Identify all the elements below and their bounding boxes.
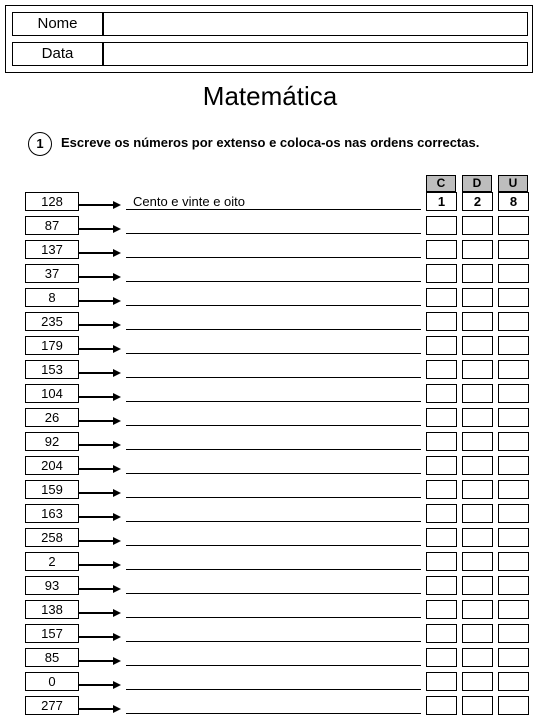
number-box: 0 <box>25 672 79 691</box>
units-cell[interactable] <box>498 696 529 715</box>
arrow-right-icon <box>79 509 121 519</box>
units-cell[interactable] <box>498 624 529 643</box>
number-box: 92 <box>25 432 79 451</box>
hundreds-cell[interactable] <box>426 384 457 403</box>
hundreds-cell[interactable]: 1 <box>426 192 457 211</box>
tens-cell[interactable] <box>462 624 493 643</box>
words-answer-line[interactable] <box>126 641 421 642</box>
arrow-right-icon <box>79 437 121 447</box>
hundreds-cell[interactable] <box>426 360 457 379</box>
number-box: 159 <box>25 480 79 499</box>
arrow-right-icon <box>79 557 121 567</box>
units-cell[interactable] <box>498 456 529 475</box>
student-info-header <box>5 5 533 73</box>
hundreds-cell[interactable] <box>426 672 457 691</box>
tens-cell[interactable] <box>462 432 493 451</box>
words-answer-line[interactable] <box>126 401 421 402</box>
tens-cell[interactable] <box>462 528 493 547</box>
column-header-tens: D <box>462 175 492 192</box>
arrow-right-icon <box>79 413 121 423</box>
units-cell[interactable] <box>498 336 529 355</box>
tens-cell[interactable] <box>462 408 493 427</box>
hundreds-cell[interactable] <box>426 552 457 571</box>
words-answer-line[interactable] <box>126 329 421 330</box>
hundreds-cell[interactable] <box>426 240 457 259</box>
words-answer-line[interactable] <box>126 593 421 594</box>
tens-cell[interactable] <box>462 456 493 475</box>
number-box: 153 <box>25 360 79 379</box>
arrow-right-icon <box>79 533 121 543</box>
tens-cell[interactable] <box>462 336 493 355</box>
number-box: 26 <box>25 408 79 427</box>
number-box: 138 <box>25 600 79 619</box>
number-box: 37 <box>25 264 79 283</box>
units-cell[interactable] <box>498 288 529 307</box>
words-answer-line[interactable] <box>126 377 421 378</box>
words-answer-line[interactable] <box>126 665 421 666</box>
words-answer-line[interactable] <box>126 305 421 306</box>
units-cell[interactable] <box>498 480 529 499</box>
words-answer-line[interactable] <box>126 689 421 690</box>
arrow-right-icon <box>79 461 121 471</box>
arrow-right-icon <box>79 293 121 303</box>
date-field[interactable] <box>103 42 528 66</box>
units-cell[interactable] <box>498 408 529 427</box>
hundreds-cell[interactable] <box>426 576 457 595</box>
units-cell[interactable] <box>498 384 529 403</box>
arrow-right-icon <box>79 389 121 399</box>
words-answer-line[interactable] <box>126 497 421 498</box>
number-box: 235 <box>25 312 79 331</box>
hundreds-cell[interactable] <box>426 480 457 499</box>
hundreds-cell[interactable] <box>426 432 457 451</box>
number-box: 157 <box>25 624 79 643</box>
hundreds-cell[interactable] <box>426 600 457 619</box>
units-cell[interactable] <box>498 552 529 571</box>
units-cell[interactable] <box>498 240 529 259</box>
hundreds-cell[interactable] <box>426 696 457 715</box>
tens-cell[interactable] <box>462 384 493 403</box>
words-answer-line[interactable] <box>126 617 421 618</box>
arrow-right-icon <box>79 629 121 639</box>
arrow-right-icon <box>79 485 121 495</box>
hundreds-cell[interactable] <box>426 264 457 283</box>
exercise-instruction: Escreve os números por extenso e coloca-os nas ordens correctas. <box>61 135 480 150</box>
number-box: 85 <box>25 648 79 667</box>
words-answer-line[interactable] <box>126 473 421 474</box>
tens-cell[interactable] <box>462 312 493 331</box>
hundreds-cell[interactable] <box>426 648 457 667</box>
tens-cell[interactable] <box>462 216 493 235</box>
tens-cell[interactable] <box>462 648 493 667</box>
tens-cell[interactable] <box>462 360 493 379</box>
hundreds-cell[interactable] <box>426 456 457 475</box>
arrow-right-icon <box>79 605 121 615</box>
tens-cell[interactable] <box>462 576 493 595</box>
arrow-right-icon <box>79 269 121 279</box>
tens-cell[interactable] <box>462 552 493 571</box>
name-field[interactable] <box>103 12 528 36</box>
tens-cell[interactable] <box>462 480 493 499</box>
number-box: 128 <box>25 192 79 211</box>
tens-cell[interactable] <box>462 288 493 307</box>
number-box: 163 <box>25 504 79 523</box>
units-cell[interactable] <box>498 504 529 523</box>
arrow-right-icon <box>79 341 121 351</box>
hundreds-cell[interactable] <box>426 336 457 355</box>
units-cell[interactable] <box>498 360 529 379</box>
number-box: 137 <box>25 240 79 259</box>
arrow-right-icon <box>79 221 121 231</box>
words-answer-line[interactable] <box>126 545 421 546</box>
arrow-right-icon <box>79 197 121 207</box>
hundreds-cell[interactable] <box>426 528 457 547</box>
column-header-hundreds: C <box>426 175 456 192</box>
words-answer-line[interactable] <box>126 209 421 210</box>
number-box: 277 <box>25 696 79 715</box>
arrow-right-icon <box>79 677 121 687</box>
words-answer-line[interactable] <box>126 569 421 570</box>
tens-cell[interactable] <box>462 264 493 283</box>
number-box: 87 <box>25 216 79 235</box>
words-answer-line[interactable] <box>126 353 421 354</box>
hundreds-cell[interactable] <box>426 504 457 523</box>
arrow-right-icon <box>79 581 121 591</box>
words-answer-line[interactable] <box>126 449 421 450</box>
hundreds-cell[interactable] <box>426 624 457 643</box>
arrow-right-icon <box>79 365 121 375</box>
number-box: 204 <box>25 456 79 475</box>
words-answer-line[interactable] <box>126 713 421 714</box>
arrow-right-icon <box>79 245 121 255</box>
number-box: 258 <box>25 528 79 547</box>
arrow-right-icon <box>79 653 121 663</box>
words-answer-line[interactable] <box>126 233 421 234</box>
column-header-units: U <box>498 175 528 192</box>
units-cell[interactable] <box>498 216 529 235</box>
units-cell[interactable] <box>498 648 529 667</box>
tens-cell[interactable]: 2 <box>462 192 493 211</box>
number-box: 2 <box>25 552 79 571</box>
number-box: 8 <box>25 288 79 307</box>
units-cell[interactable] <box>498 312 529 331</box>
words-answer-line[interactable] <box>126 257 421 258</box>
name-label: Nome <box>12 12 103 36</box>
tens-cell[interactable] <box>462 600 493 619</box>
hundreds-cell[interactable] <box>426 216 457 235</box>
arrow-right-icon <box>79 317 121 327</box>
hundreds-cell[interactable] <box>426 288 457 307</box>
tens-cell[interactable] <box>462 504 493 523</box>
hundreds-cell[interactable] <box>426 312 457 331</box>
tens-cell[interactable] <box>462 240 493 259</box>
words-answer-line[interactable] <box>126 281 421 282</box>
tens-cell[interactable] <box>462 672 493 691</box>
units-cell[interactable] <box>498 672 529 691</box>
words-answer-line[interactable] <box>126 521 421 522</box>
units-cell[interactable] <box>498 576 529 595</box>
arrow-right-icon <box>79 701 121 711</box>
number-box: 104 <box>25 384 79 403</box>
words-answer-line[interactable] <box>126 425 421 426</box>
page-title: Matemática <box>202 81 338 111</box>
units-cell[interactable] <box>498 432 529 451</box>
units-cell[interactable]: 8 <box>498 192 529 211</box>
exercise-number: 1 <box>28 132 52 156</box>
hundreds-cell[interactable] <box>426 408 457 427</box>
words-answer-text: Cento e vinte e oito <box>133 194 246 209</box>
units-cell[interactable] <box>498 600 529 619</box>
number-box: 93 <box>25 576 79 595</box>
units-cell[interactable] <box>498 528 529 547</box>
date-label: Data <box>12 42 103 66</box>
units-cell[interactable] <box>498 264 529 283</box>
number-box: 179 <box>25 336 79 355</box>
tens-cell[interactable] <box>462 696 493 715</box>
